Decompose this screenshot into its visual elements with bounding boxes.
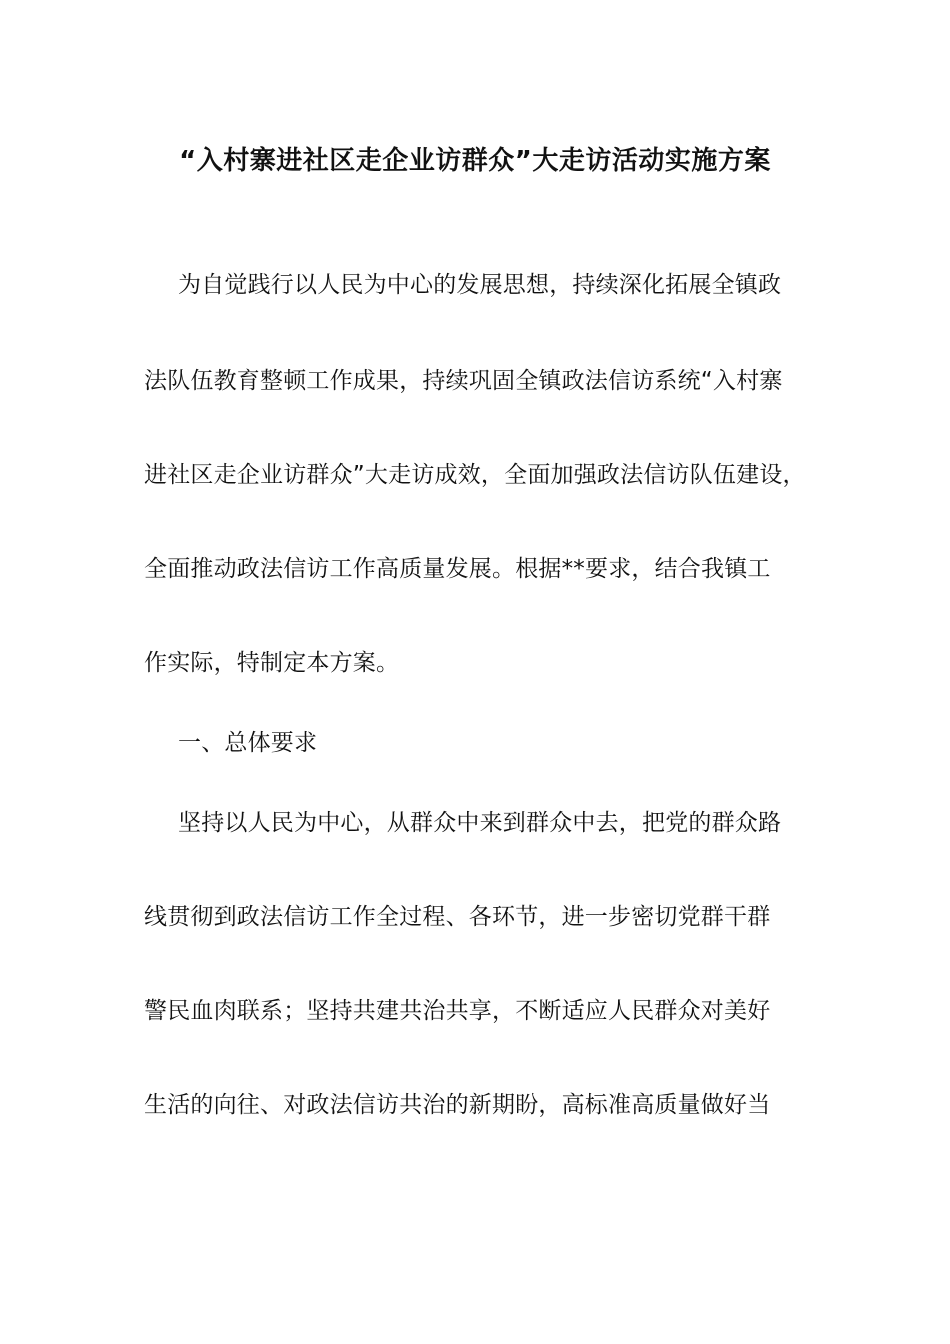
- paragraph-line: 为自觉践行以人民为中心的发展思想，持续深化拓展全镇政: [178, 272, 782, 298]
- paragraph-line: 作实际，特制定本方案。: [144, 650, 400, 676]
- paragraph-line: 警民血肉联系；坚持共建共治共享，不断适应人民群众对美好: [144, 998, 771, 1024]
- section-heading: 一、总体要求: [178, 730, 318, 756]
- paragraph-line: 进社区走企业访群众”大走访成效，全面加强政法信访队伍建设，: [144, 462, 806, 488]
- document-title: “入村寨进社区走企业访群众”大走访活动实施方案: [179, 146, 771, 176]
- paragraph-line: 法队伍教育整顿工作成果，持续巩固全镇政法信访系统“入村寨: [144, 368, 783, 394]
- paragraph-line: 生活的向往、对政法信访共治的新期盼，高标准高质量做好当: [144, 1092, 771, 1118]
- paragraph-line: 全面推动政法信访工作高质量发展。根据**要求，结合我镇工: [144, 556, 771, 582]
- paragraph-line: 线贯彻到政法信访工作全过程、各环节，进一步密切党群干群: [144, 904, 771, 930]
- paragraph-line: 坚持以人民为中心，从群众中来到群众中去，把党的群众路: [178, 810, 782, 836]
